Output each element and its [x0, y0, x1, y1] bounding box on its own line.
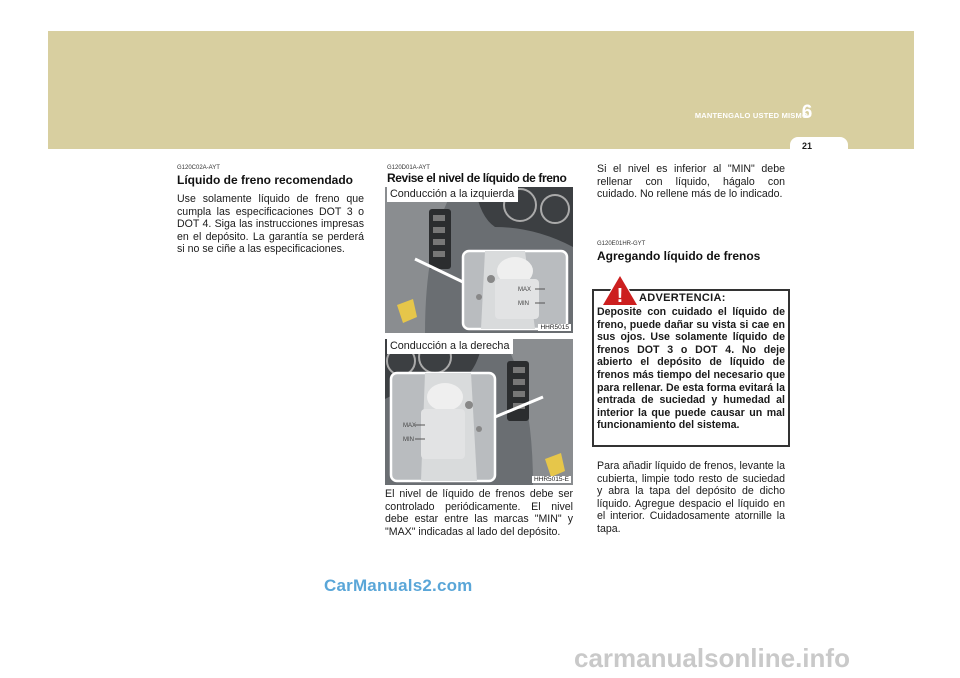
- section-code: G120D01A-AYT: [387, 165, 430, 171]
- section-heading: Líquido de freno recomendado: [177, 173, 354, 187]
- min-mark-label: MIN: [403, 437, 414, 443]
- paragraph: El nivel de líquido de frenos debe ser controlado periódicamente. El nivel debe estar entre las marcas "MIN" y "MAX" indicadas al lado del depósito.: [385, 488, 573, 538]
- section-heading: Agregando líquido de frenos: [597, 249, 761, 263]
- brake-reservoir-photo: [385, 187, 573, 333]
- max-mark-label: MAX: [403, 423, 417, 429]
- chapter-number: 6: [801, 102, 813, 123]
- section-heading: Revise el nivel de líquido de freno: [387, 171, 567, 185]
- paragraph: Si el nivel es inferior al "MIN" debe rellenar con líquido, hágalo con cuidado. No rellene más de lo indicado.: [597, 163, 785, 201]
- header-band: [48, 31, 914, 149]
- figure-brake-reservoir-rhd: [385, 339, 573, 485]
- min-mark-label: MIN: [518, 301, 529, 307]
- figure-title: Conducción a la izquierda: [387, 187, 518, 202]
- warning-text: Deposite con cuidado el líquido de freno, puede dañar su vista si cae en sus ojos. Use solamente líquido de frenos DOT 3 o DOT 4. No deje abierto el depósito de líquido de frenos más tiempo del necesario que para rellenar. De esta forma evitará la entrada de suciedad y humedad al interior la que puede causar un mal funcionamiento del sistema.: [597, 306, 785, 432]
- warning-symbol: !: [616, 285, 624, 307]
- figure-code: HHR5015: [540, 324, 569, 331]
- figure-brake-reservoir-lhd: [385, 187, 573, 333]
- figure-title: Conducción a la derecha: [387, 339, 513, 354]
- warning-title: ADVERTENCIA:: [639, 292, 726, 304]
- paragraph: Para añadir líquido de frenos, levante la cubierta, limpie todo resto de suciedad y abra la tapa del depósito de dicho líquido. Agregue despacio el líquido en el interior. Cuidadosamente atornille la tapa.: [597, 460, 785, 535]
- brake-reservoir-photo: [385, 339, 573, 485]
- section-title: MANTENGALO USTED MISMO: [694, 111, 808, 120]
- page-number: 21: [801, 141, 812, 151]
- watermark-carmanuals2[interactable]: CarManuals2.com: [324, 576, 473, 595]
- figure-code: HHR5015-E: [533, 476, 569, 483]
- section-code: G120C02A-AYT: [177, 165, 220, 171]
- paragraph: Use solamente líquido de freno que cumpla las especificaciones DOT 3 o DOT 4. Siga las instrucciones impresas en el depósito. La garantía se perderá si no se ciñe a las especificaciones.: [177, 193, 364, 256]
- watermark-carmanualsonline[interactable]: carmanualsonline.info: [574, 643, 850, 673]
- max-mark-label: MAX: [518, 287, 532, 293]
- section-code: G120E01HR-GYT: [597, 241, 646, 247]
- warning-triangle-icon: [600, 273, 640, 307]
